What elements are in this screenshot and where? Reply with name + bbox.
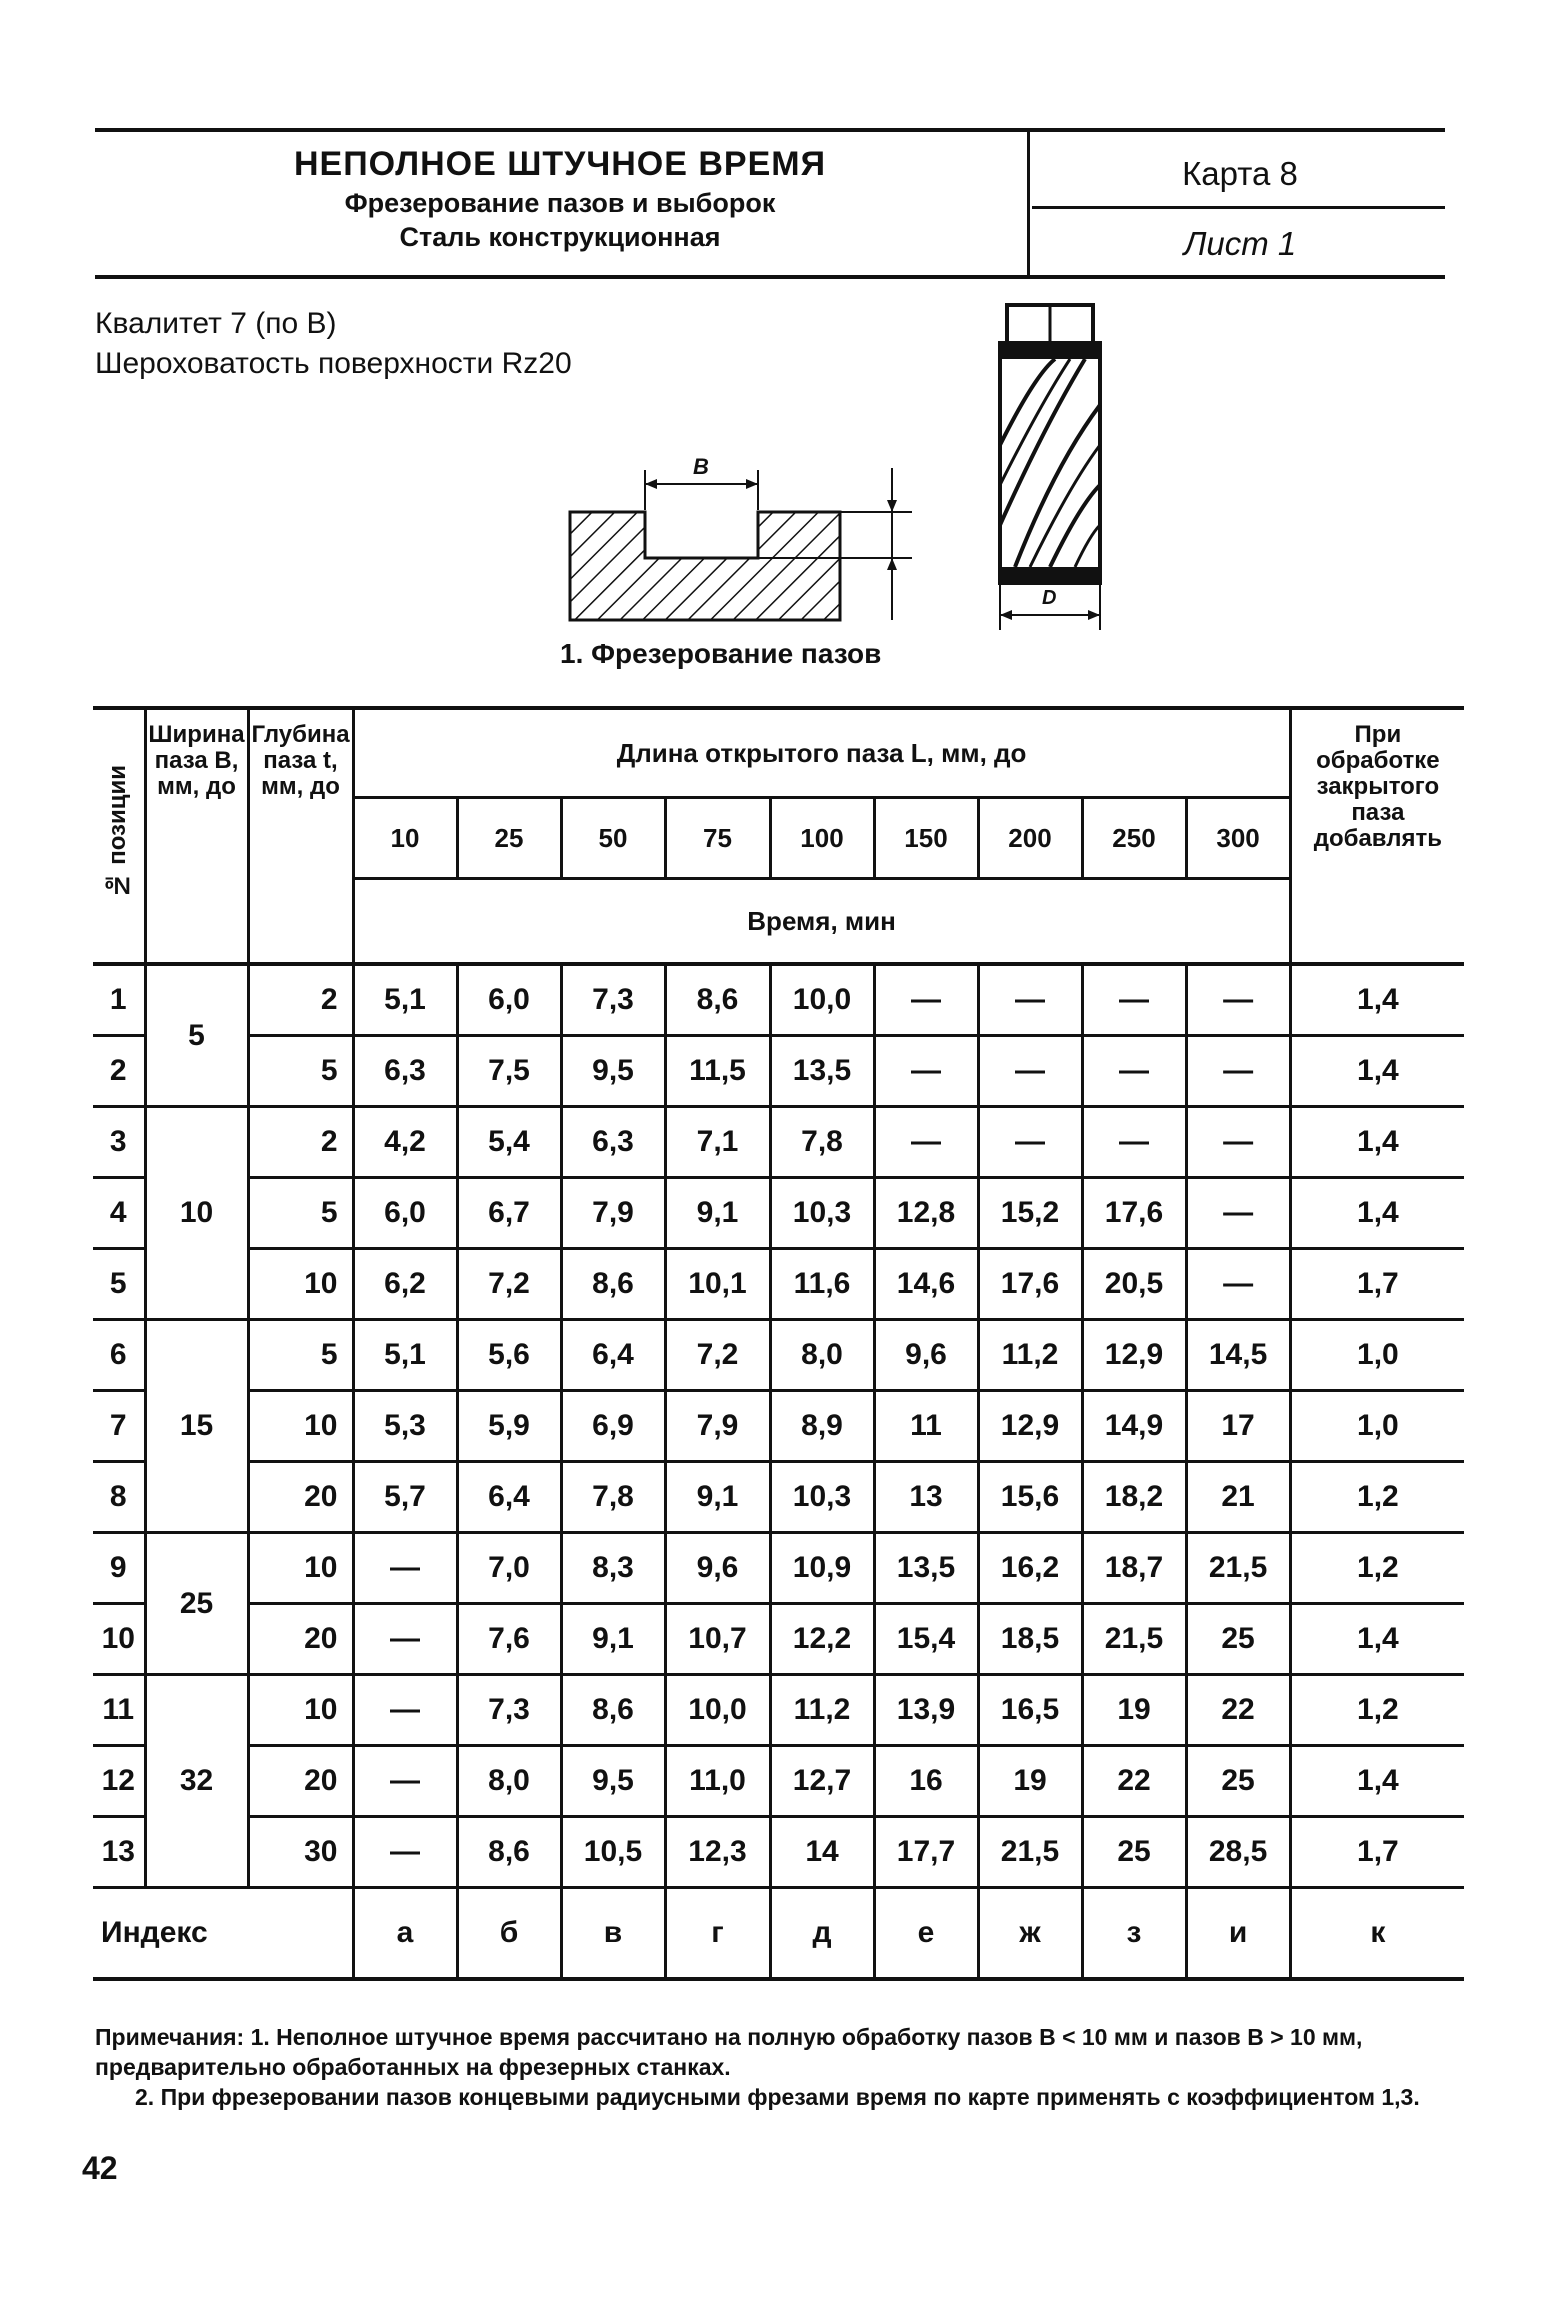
time-cell: 10,3: [770, 1178, 874, 1249]
depth-cell: 10: [248, 1675, 353, 1746]
depth-cell: 30: [248, 1817, 353, 1888]
time-cell: 16,5: [978, 1675, 1082, 1746]
length-10: 10: [353, 798, 457, 879]
note-1: Примечания: 1. Неполное штучное время рассчитано на полную обработку пазов В < 10 мм и пазов В > 10 мм, предварительно обработанных на фрезерных станках.: [95, 2024, 1363, 2080]
page-subtitle-operation: Фрезерование пазов и выборок: [344, 188, 776, 218]
time-cell: 28,5: [1186, 1817, 1290, 1888]
header-bottom-rule: [95, 275, 1445, 279]
time-cell: 10,1: [665, 1249, 770, 1320]
time-cell: 7,2: [665, 1320, 770, 1391]
time-cell: 9,6: [665, 1533, 770, 1604]
time-cell: 25: [1082, 1817, 1186, 1888]
time-cell: 10,3: [770, 1462, 874, 1533]
closed-slot-add-cell: 1,4: [1290, 964, 1464, 1036]
time-cell: 7,1: [665, 1107, 770, 1178]
time-cell: —: [353, 1533, 457, 1604]
time-cell: 10,5: [561, 1817, 665, 1888]
position-cell: 4: [93, 1178, 145, 1249]
time-cell: 6,3: [353, 1036, 457, 1107]
time-cell: 18,5: [978, 1604, 1082, 1675]
time-unit-header: Время, мин: [353, 879, 1290, 965]
time-cell: 19: [978, 1746, 1082, 1817]
index-cell: д: [770, 1888, 874, 1980]
depth-cell: 2: [248, 964, 353, 1036]
sheet-number: Лист 1: [1183, 225, 1297, 262]
time-cell: 12,7: [770, 1746, 874, 1817]
table-row: [93, 1178, 1464, 1249]
table-row: [93, 1391, 1464, 1462]
time-cell: 13,5: [770, 1036, 874, 1107]
time-cell: 7,8: [770, 1107, 874, 1178]
index-cell: к: [1290, 1888, 1464, 1980]
time-cell: 6,0: [457, 964, 561, 1036]
time-cell: 10,0: [770, 964, 874, 1036]
surface-roughness: Шероховатость поверхности Rz20: [95, 347, 572, 380]
closed-slot-add-cell: 1,2: [1290, 1533, 1464, 1604]
slot-cross-section-figure: [540, 450, 920, 625]
page-subtitle-material: Сталь конструкционная: [399, 222, 721, 252]
time-cell: —: [1082, 964, 1186, 1036]
depth-cell: 20: [248, 1746, 353, 1817]
time-cell: 21,5: [1082, 1604, 1186, 1675]
depth-cell: 10: [248, 1249, 353, 1320]
length-25: 25: [457, 798, 561, 879]
closed-slot-add-cell: 1,7: [1290, 1249, 1464, 1320]
time-cell: 6,2: [353, 1249, 457, 1320]
length-100: 100: [770, 798, 874, 879]
time-cell: —: [353, 1746, 457, 1817]
closed-slot-add-cell: 1,0: [1290, 1391, 1464, 1462]
time-cell: 7,9: [665, 1391, 770, 1462]
time-cell: 6,4: [561, 1320, 665, 1391]
time-cell: 8,6: [561, 1675, 665, 1746]
length-75: 75: [665, 798, 770, 879]
figure-label-b: B: [693, 454, 709, 479]
time-cell: 12,9: [1082, 1320, 1186, 1391]
time-cell: —: [978, 1107, 1082, 1178]
time-cell: —: [1186, 1107, 1290, 1178]
time-cell: 8,6: [665, 964, 770, 1036]
time-cell: 7,3: [561, 964, 665, 1036]
note-2: 2. При фрезеровании пазов концевыми радиусными фрезами время по карте применять с коэффициентом 1,3.: [135, 2084, 1420, 2110]
length-300: 300: [1186, 798, 1290, 879]
position-cell: 12: [93, 1746, 145, 1817]
table-row: [93, 1107, 1464, 1178]
position-cell: 5: [93, 1249, 145, 1320]
time-cell: 13,5: [874, 1533, 978, 1604]
time-cell: 16: [874, 1746, 978, 1817]
time-cell: 7,9: [561, 1178, 665, 1249]
depth-cell: 10: [248, 1391, 353, 1462]
time-cell: 18,7: [1082, 1533, 1186, 1604]
time-cell: 21,5: [978, 1817, 1082, 1888]
width-cell: 32: [145, 1675, 248, 1888]
length-200: 200: [978, 798, 1082, 879]
time-cell: —: [353, 1604, 457, 1675]
time-cell: —: [1082, 1107, 1186, 1178]
position-cell: 2: [93, 1036, 145, 1107]
index-cell: ж: [978, 1888, 1082, 1980]
time-cell: 5,1: [353, 964, 457, 1036]
time-cell: —: [353, 1817, 457, 1888]
time-cell: 5,4: [457, 1107, 561, 1178]
time-cell: 8,0: [457, 1746, 561, 1817]
time-cell: 21,5: [1186, 1533, 1290, 1604]
table-row: [93, 1675, 1464, 1746]
page-title: НЕПОЛНОЕ ШТУЧНОЕ ВРЕМЯ: [293, 145, 827, 183]
time-cell: 25: [1186, 1746, 1290, 1817]
time-cell: 8,0: [770, 1320, 874, 1391]
col-header-closed-slot: При обработке закрытого паза добавлять: [1290, 708, 1464, 964]
depth-cell: 20: [248, 1604, 353, 1675]
time-cell: 9,6: [874, 1320, 978, 1391]
time-cell: 7,8: [561, 1462, 665, 1533]
time-cell: 13: [874, 1462, 978, 1533]
time-cell: 9,1: [561, 1604, 665, 1675]
quality-grade: Квалитет 7 (по В): [95, 307, 337, 340]
time-cell: 17: [1186, 1391, 1290, 1462]
time-cell: 10,0: [665, 1675, 770, 1746]
time-cell: 5,7: [353, 1462, 457, 1533]
time-cell: —: [353, 1675, 457, 1746]
time-cell: 7,6: [457, 1604, 561, 1675]
time-cell: 11,2: [770, 1675, 874, 1746]
time-cell: 14,9: [1082, 1391, 1186, 1462]
position-cell: 9: [93, 1533, 145, 1604]
page-number: 42: [82, 2150, 118, 2186]
depth-cell: 5: [248, 1178, 353, 1249]
position-cell: 7: [93, 1391, 145, 1462]
time-cell: 8,6: [561, 1249, 665, 1320]
time-cell: 9,1: [665, 1462, 770, 1533]
time-cell: 22: [1082, 1746, 1186, 1817]
time-cell: 5,6: [457, 1320, 561, 1391]
table-row: [93, 1604, 1464, 1675]
time-cell: 15,4: [874, 1604, 978, 1675]
closed-slot-add-cell: 1,2: [1290, 1675, 1464, 1746]
table-row: [93, 964, 1464, 1036]
time-cell: 9,5: [561, 1036, 665, 1107]
time-cell: 4,2: [353, 1107, 457, 1178]
depth-cell: 2: [248, 1107, 353, 1178]
closed-slot-add-cell: 1,4: [1290, 1746, 1464, 1817]
length-50: 50: [561, 798, 665, 879]
table-body: [93, 964, 1464, 1888]
length-150: 150: [874, 798, 978, 879]
time-cell: —: [874, 1036, 978, 1107]
header-top-rule: [95, 128, 1445, 132]
depth-cell: 5: [248, 1320, 353, 1391]
depth-cell: 10: [248, 1533, 353, 1604]
position-cell: 3: [93, 1107, 145, 1178]
col-header-width: Ширина паза В, мм, до: [145, 708, 248, 964]
length-250: 250: [1082, 798, 1186, 879]
closed-slot-add-cell: 1,4: [1290, 1036, 1464, 1107]
time-cell: 11,0: [665, 1746, 770, 1817]
time-cell: —: [1186, 964, 1290, 1036]
table-row: [93, 1533, 1464, 1604]
time-cell: 9,1: [665, 1178, 770, 1249]
closed-slot-add-cell: 1,7: [1290, 1817, 1464, 1888]
index-cell: в: [561, 1888, 665, 1980]
position-cell: 8: [93, 1462, 145, 1533]
closed-slot-add-cell: 1,4: [1290, 1178, 1464, 1249]
index-cell: г: [665, 1888, 770, 1980]
time-cell: 25: [1186, 1604, 1290, 1675]
index-cell: а: [353, 1888, 457, 1980]
time-cell: 6,4: [457, 1462, 561, 1533]
time-cell: 6,7: [457, 1178, 561, 1249]
position-cell: 1: [93, 964, 145, 1036]
time-cell: 7,2: [457, 1249, 561, 1320]
closed-slot-add-cell: 1,2: [1290, 1462, 1464, 1533]
time-cell: —: [978, 1036, 1082, 1107]
time-cell: —: [978, 964, 1082, 1036]
time-cell: 17,6: [978, 1249, 1082, 1320]
time-cell: 12,9: [978, 1391, 1082, 1462]
time-cell: 11,5: [665, 1036, 770, 1107]
width-cell: 25: [145, 1533, 248, 1675]
col-header-position: № позиции: [93, 708, 145, 964]
index-cell: и: [1186, 1888, 1290, 1980]
time-cell: 18,2: [1082, 1462, 1186, 1533]
time-cell: 12,8: [874, 1178, 978, 1249]
index-cell: б: [457, 1888, 561, 1980]
position-cell: 6: [93, 1320, 145, 1391]
col-header-length: Длина открытого паза L, мм, до: [353, 708, 1290, 798]
time-cell: —: [1082, 1036, 1186, 1107]
time-cell: 14: [770, 1817, 874, 1888]
time-cell: —: [874, 1107, 978, 1178]
time-cell: 12,3: [665, 1817, 770, 1888]
time-cell: 11,6: [770, 1249, 874, 1320]
figure-caption: 1. Фрезерование пазов: [560, 638, 882, 669]
time-cell: 8,6: [457, 1817, 561, 1888]
time-cell: 6,9: [561, 1391, 665, 1462]
table-row: [93, 1249, 1464, 1320]
time-cell: 5,3: [353, 1391, 457, 1462]
time-cell: 5,1: [353, 1320, 457, 1391]
closed-slot-add-cell: 1,0: [1290, 1320, 1464, 1391]
time-cell: 6,0: [353, 1178, 457, 1249]
time-cell: 6,3: [561, 1107, 665, 1178]
time-cell: 20,5: [1082, 1249, 1186, 1320]
position-cell: 10: [93, 1604, 145, 1675]
index-label: Индекс: [93, 1888, 353, 1980]
card-number: Карта 8: [1182, 155, 1298, 192]
time-cell: 9,5: [561, 1746, 665, 1817]
time-cell: —: [874, 964, 978, 1036]
card-sheet-divider: [1032, 206, 1445, 209]
table-row: [93, 1746, 1464, 1817]
table-row: [93, 1817, 1464, 1888]
index-cell: з: [1082, 1888, 1186, 1980]
time-cell: 16,2: [978, 1533, 1082, 1604]
time-cell: 7,0: [457, 1533, 561, 1604]
figure-label-d: D: [1042, 587, 1057, 609]
closed-slot-add-cell: 1,4: [1290, 1107, 1464, 1178]
depth-cell: 20: [248, 1462, 353, 1533]
time-cell: 5,9: [457, 1391, 561, 1462]
time-cell: 22: [1186, 1675, 1290, 1746]
time-cell: 17,7: [874, 1817, 978, 1888]
table-row: [93, 1462, 1464, 1533]
time-cell: 8,9: [770, 1391, 874, 1462]
table-row: [93, 1036, 1464, 1107]
table-row: [93, 1320, 1464, 1391]
time-cell: —: [1186, 1036, 1290, 1107]
time-cell: 21: [1186, 1462, 1290, 1533]
time-norms-table: [93, 706, 1464, 1981]
col-header-depth: Глубина паза t, мм, до: [248, 708, 353, 964]
position-cell: 11: [93, 1675, 145, 1746]
depth-cell: 5: [248, 1036, 353, 1107]
closed-slot-add-cell: 1,4: [1290, 1604, 1464, 1675]
time-cell: 7,3: [457, 1675, 561, 1746]
time-cell: 19: [1082, 1675, 1186, 1746]
time-cell: 10,7: [665, 1604, 770, 1675]
time-cell: 13,9: [874, 1675, 978, 1746]
width-cell: 15: [145, 1320, 248, 1533]
width-cell: 10: [145, 1107, 248, 1320]
time-cell: —: [1186, 1249, 1290, 1320]
time-cell: 7,5: [457, 1036, 561, 1107]
position-cell: 13: [93, 1817, 145, 1888]
time-cell: 10,9: [770, 1533, 874, 1604]
time-cell: —: [1186, 1178, 1290, 1249]
time-cell: 15,6: [978, 1462, 1082, 1533]
time-cell: 14,6: [874, 1249, 978, 1320]
time-cell: 12,2: [770, 1604, 874, 1675]
time-cell: 15,2: [978, 1178, 1082, 1249]
time-cell: 11: [874, 1391, 978, 1462]
header-vertical-divider: [1027, 128, 1030, 278]
width-cell: 5: [145, 964, 248, 1107]
index-cell: е: [874, 1888, 978, 1980]
time-cell: 17,6: [1082, 1178, 1186, 1249]
time-cell: 14,5: [1186, 1320, 1290, 1391]
time-cell: 11,2: [978, 1320, 1082, 1391]
time-cell: 8,3: [561, 1533, 665, 1604]
end-mill-cutter-figure: [995, 295, 1130, 640]
